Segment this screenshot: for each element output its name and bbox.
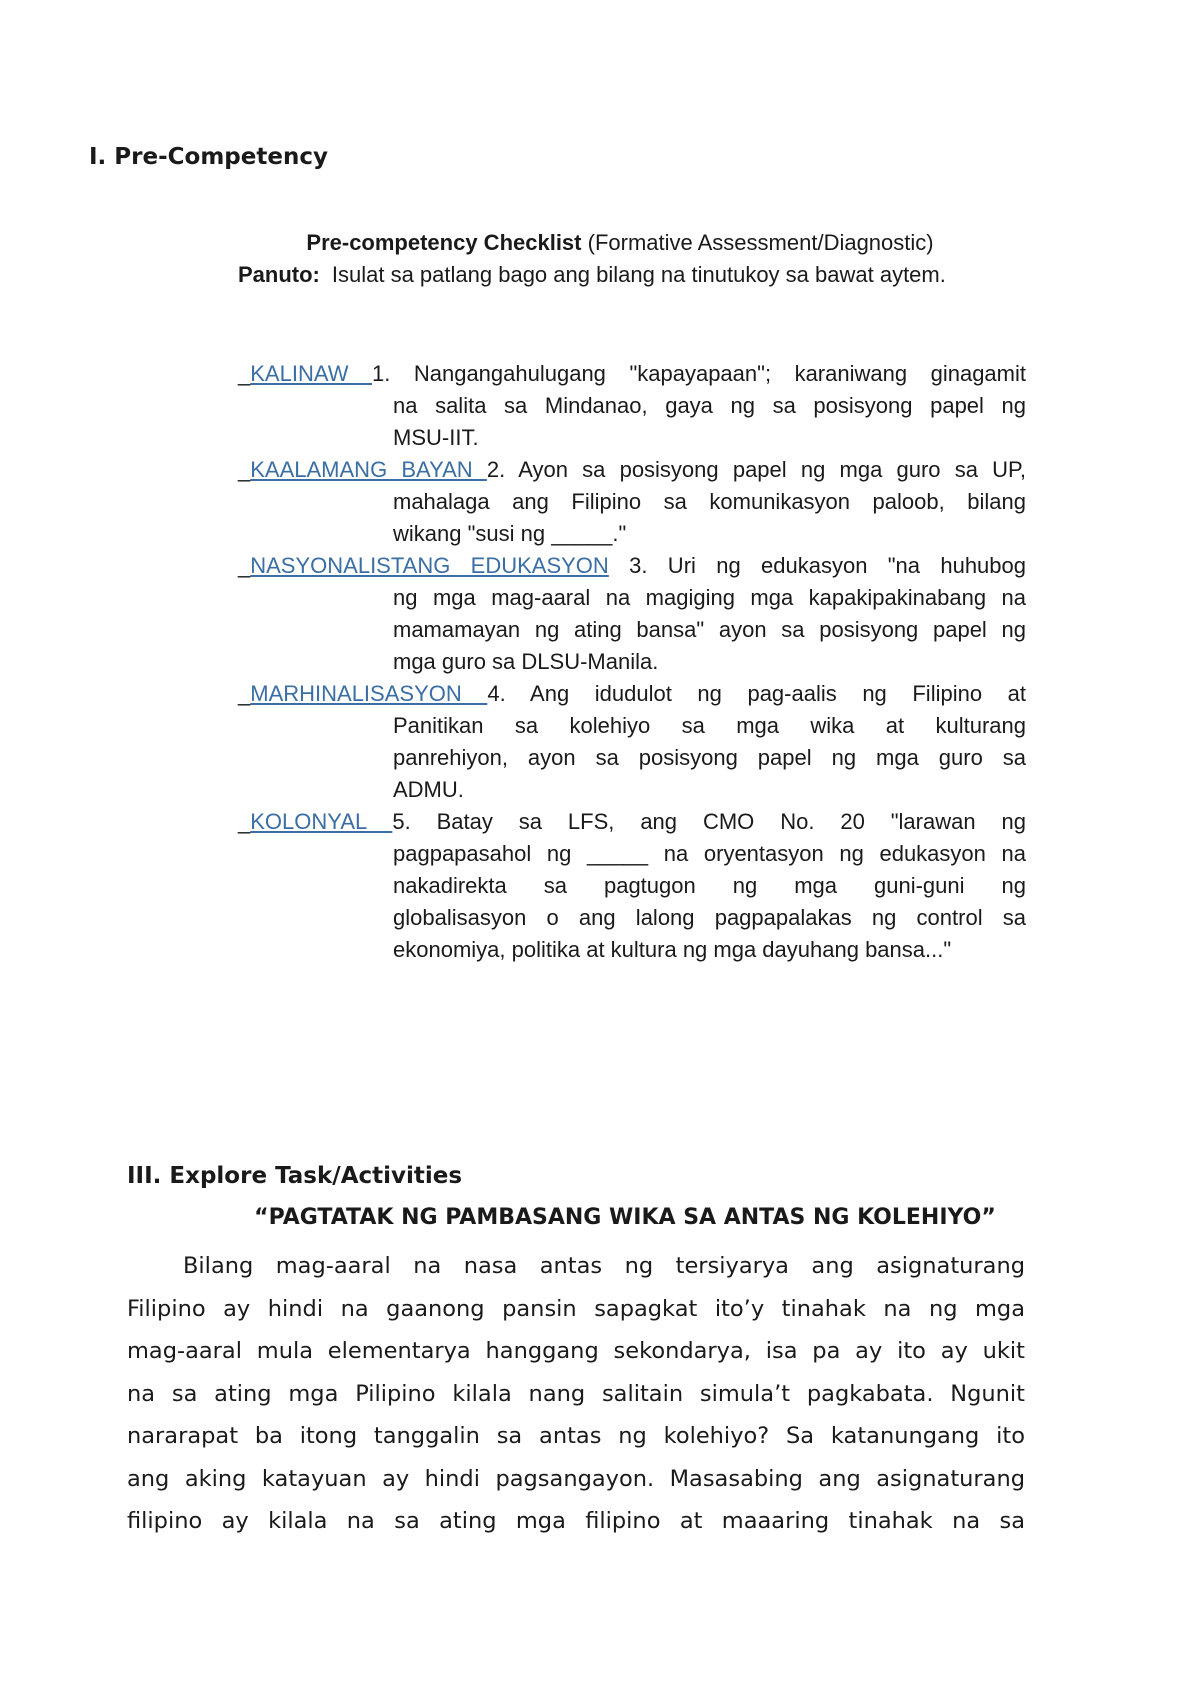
item-line: nakadirekta sa pagtugon ng mga guni-guni ng (393, 873, 1026, 898)
section-3-heading: III. Explore Task/Activities (127, 1163, 463, 1189)
item-continuation (238, 710, 1026, 806)
item-continuation (238, 582, 1026, 678)
item-continuation (238, 486, 1026, 550)
item-line: Panitikan sa kolehiyo sa mga wika at kulturang (393, 713, 1026, 738)
item-line: ekonomiya, politika at kultura ng mga dayuhang bansa..." (393, 937, 952, 962)
item-first-line (238, 806, 1026, 838)
answer-text: MARHINALISASYON (250, 681, 488, 706)
checklist-item (238, 358, 1026, 454)
item-line: na salita sa Mindanao, gaya ng sa posisyong papel ng (393, 393, 1026, 418)
item-line: ADMU. (393, 777, 464, 802)
item-question-start: 2. Ayon sa posisyong papel ng mga guro sa UP, (486, 457, 1026, 482)
checklist-title-bold: Pre-competency Checklist (306, 230, 582, 255)
instructions-text: Isulat sa patlang bago ang bilang na tinutukoy sa bawat aytem. (331, 262, 946, 287)
blank-prefix: _ (238, 553, 251, 578)
section-1-heading: I. Pre-Competency (89, 144, 328, 170)
checklist-items (238, 358, 1026, 966)
essay-line: filipino ay kilala na sa ating mga filipino at maaaring tinahak na sa (127, 1508, 1025, 1534)
checklist-item (238, 678, 1026, 806)
essay-line: Bilang mag-aaral na nasa antas ng tersiyarya ang asignaturang (183, 1253, 1025, 1279)
essay-line: mag-aaral mula elementarya hanggang sekondarya, isa pa ay ito ay ukit (127, 1338, 1025, 1364)
instructions-label: Panuto: (238, 262, 320, 287)
item-continuation (238, 838, 1026, 966)
item-continuation (238, 390, 1026, 454)
checklist-item (238, 550, 1026, 678)
item-line: mamamayan ng ating bansa" ayon sa posisyong papel ng (393, 617, 1026, 642)
item-line: panrehiyon, ayon sa posisyong papel ng mga guro sa (393, 745, 1026, 770)
blank-prefix: _ (238, 457, 251, 482)
blank-prefix: _ (238, 681, 251, 706)
item-line: wikang "susi ng _____." (393, 521, 627, 546)
blank-prefix: _ (238, 361, 251, 386)
item-question-start: 4. Ang idudulot ng pag-aalis ng Filipino at (487, 681, 1026, 706)
item-line: mga guro sa DLSU-Manila. (393, 649, 659, 674)
checklist-item (238, 806, 1026, 966)
item-first-line (238, 678, 1026, 710)
essay-title: “PAGTATAK NG PAMBASANG WIKA SA ANTAS NG KOLEHIYO” (254, 1205, 996, 1230)
blank-prefix: _ (238, 809, 251, 834)
item-first-line (238, 550, 1026, 582)
answer-text: KALINAW (250, 361, 372, 386)
essay-line: na sa ating mga Pilipino kilala nang salitain simula’t pagkabata. Ngunit (127, 1380, 1025, 1407)
item-first-line (238, 454, 1026, 486)
item-line: MSU-IIT. (393, 425, 479, 450)
item-question-start: 5. Batay sa LFS, ang CMO No. 20 "larawan ng (392, 809, 1026, 834)
checklist-title (0, 230, 1200, 256)
instructions (238, 262, 946, 288)
item-line: globalisasyon o ang lalong pagpapalakas ng control sa (393, 905, 1026, 930)
item-first-line (238, 358, 1026, 390)
essay-line: nararapat ba itong tanggalin sa antas ng kolehiyo? Sa katanungang ito (127, 1423, 1025, 1449)
checklist-item (238, 454, 1026, 550)
item-line: pagpapasahol ng _____ na oryentasyon ng edukasyon na (393, 841, 1026, 866)
essay-line: Filipino ay hindi na gaanong pansin sapagkat ito’y tinahak na ng mga (127, 1295, 1025, 1322)
answer-text: NASYONALISTANG EDUKASYON (250, 553, 609, 578)
essay-line: ang aking katayuan ay hindi pagsangayon. Masasabing ang asignaturang (127, 1465, 1025, 1492)
item-question-start: 1. Nangangahulugang "kapayapaan"; karaniwang ginagamit (371, 361, 1026, 386)
answer-text: KAALAMANG BAYAN (250, 457, 487, 482)
item-line: mahalaga ang Filipino sa komunikasyon paloob, bilang (393, 489, 1026, 514)
item-question-start: 3. Uri ng edukasyon "na huhubog (629, 553, 1026, 578)
checklist-title-rest: (Formative Assessment/Diagnostic) (581, 230, 934, 255)
essay-body (127, 1245, 1025, 1543)
answer-text: KOLONYAL (250, 809, 393, 834)
item-line: ng mga mag-aaral na magiging mga kapakipakinabang na (393, 585, 1026, 610)
